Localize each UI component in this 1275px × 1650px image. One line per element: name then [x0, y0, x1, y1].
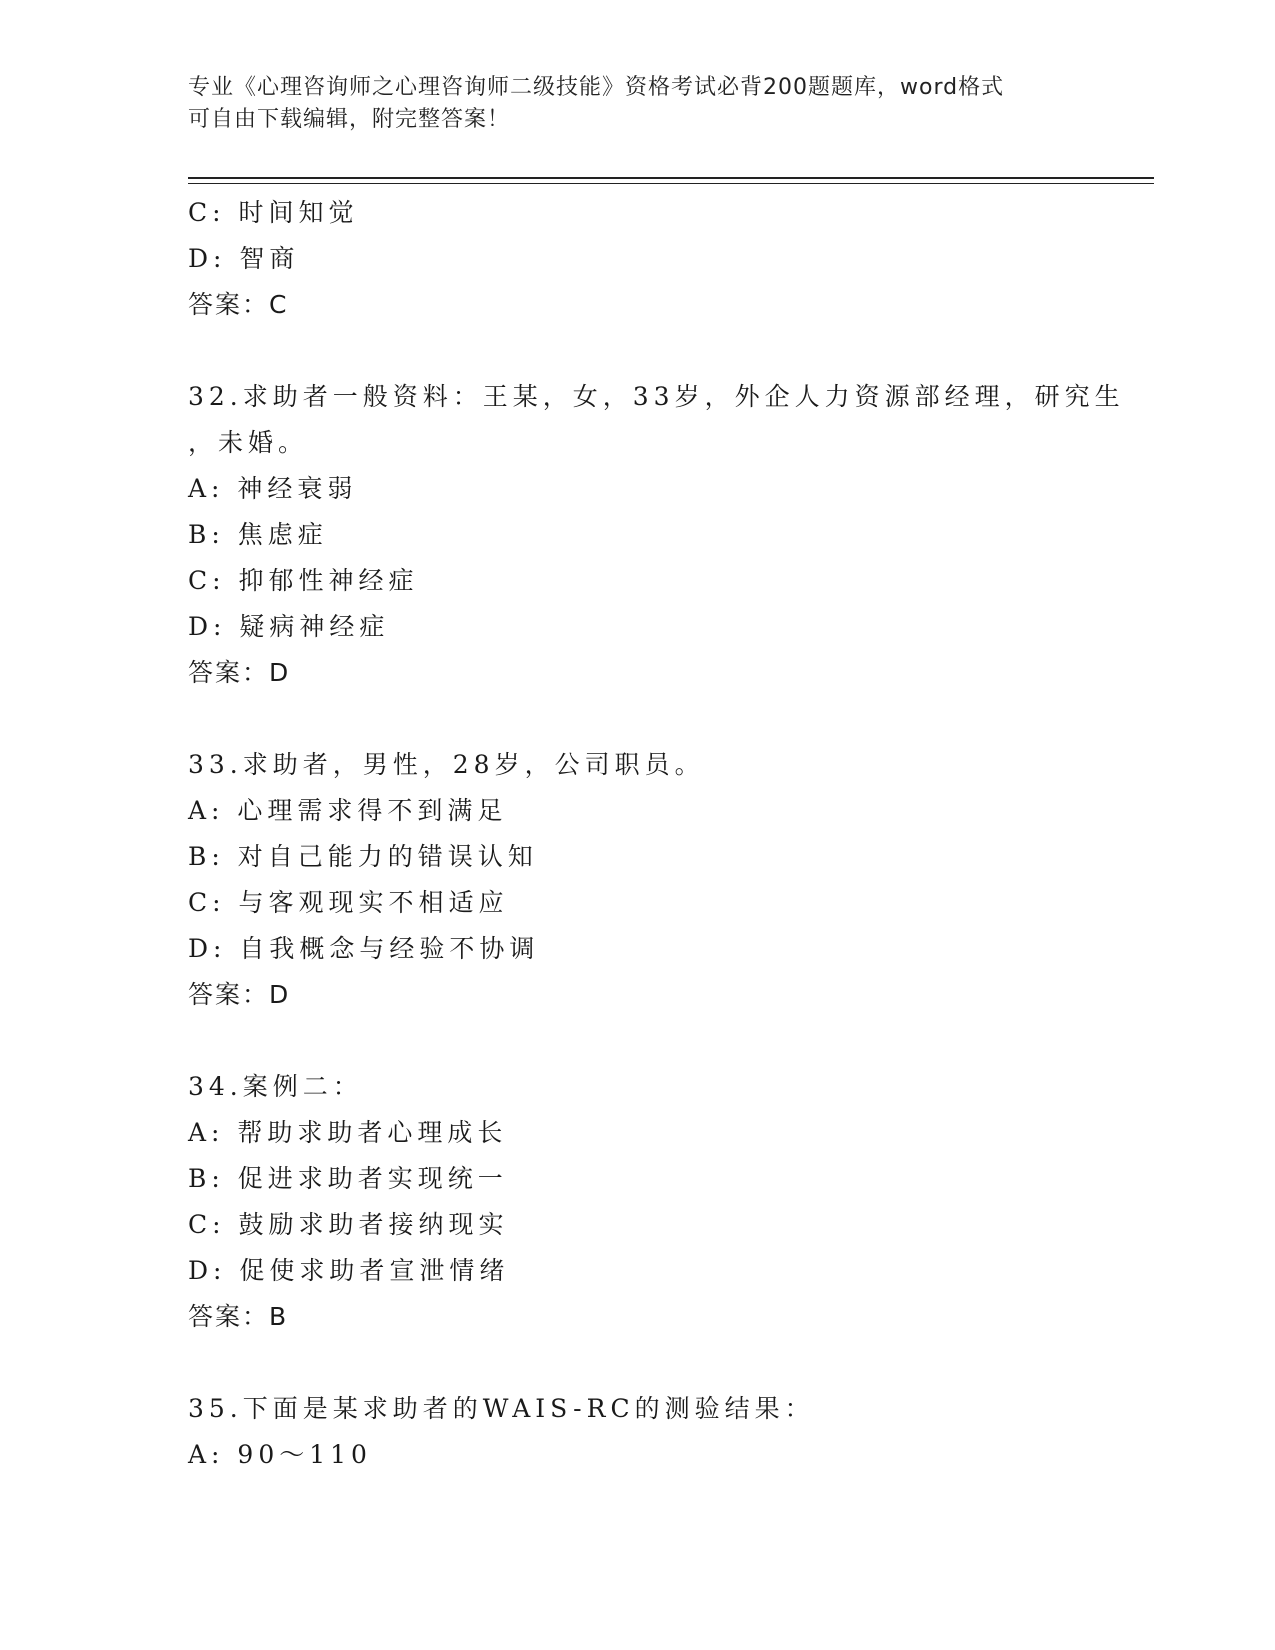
question-stem: 34.案例二： — [188, 1072, 363, 1101]
spacer — [188, 328, 1138, 374]
option-a: A: 帮助求助者心理成长 — [188, 1118, 508, 1147]
spacer — [188, 1018, 1138, 1064]
answer-line: 答案：D — [188, 980, 291, 1009]
question-34 — [188, 1064, 1138, 1340]
question-stem: 32.求助者一般资料：王某，女，33岁，外企人力资源部经理，研究生 — [188, 382, 1125, 411]
answer-line: 答案：C — [188, 290, 289, 319]
question-31-continued — [188, 190, 1138, 328]
question-35 — [188, 1386, 1138, 1478]
spacer — [188, 696, 1138, 742]
option-c: C: 鼓励求助者接纳现实 — [188, 1210, 509, 1239]
answer-line: 答案：B — [188, 1302, 289, 1331]
question-33 — [188, 742, 1138, 1018]
option-c: C: 抑郁性神经症 — [188, 566, 419, 595]
question-stem: 35.下面是某求助者的WAIS-RC的测验结果： — [188, 1394, 815, 1423]
answer-line: 答案：D — [188, 658, 291, 687]
option-b: B: 对自己能力的错误认知 — [188, 842, 538, 871]
option-d: D: 促使求助者宣泄情绪 — [188, 1256, 510, 1285]
header-divider-thick — [188, 177, 1154, 179]
option-d: D: 疑病神经症 — [188, 612, 390, 641]
question-stem-continued: ，未婚。 — [188, 428, 309, 457]
option-d: D: 自我概念与经验不协调 — [188, 934, 540, 963]
header-line-1: 专业《心理咨询师之心理咨询师二级技能》资格考试必背200题题库，word格式 — [188, 75, 1005, 100]
question-stem: 33.求助者，男性，28岁，公司职员。 — [188, 750, 705, 779]
option-a: A: 90～110 — [188, 1440, 372, 1469]
option-c: C: 与客观现实不相适应 — [188, 888, 509, 917]
document-header — [188, 72, 1088, 136]
option-b: B: 促进求助者实现统一 — [188, 1164, 508, 1193]
header-divider-thin — [188, 183, 1154, 184]
option-c: C: 时间知觉 — [188, 198, 359, 227]
document-body — [188, 190, 1138, 1478]
option-a: A: 心理需求得不到满足 — [188, 796, 508, 825]
question-32 — [188, 374, 1138, 696]
option-a: A: 神经衰弱 — [188, 474, 358, 503]
spacer — [188, 1340, 1138, 1386]
option-d: D: 智商 — [188, 244, 300, 273]
option-b: B: 焦虑症 — [188, 520, 328, 549]
header-line-2: 可自由下载编辑，附完整答案！ — [188, 107, 511, 132]
